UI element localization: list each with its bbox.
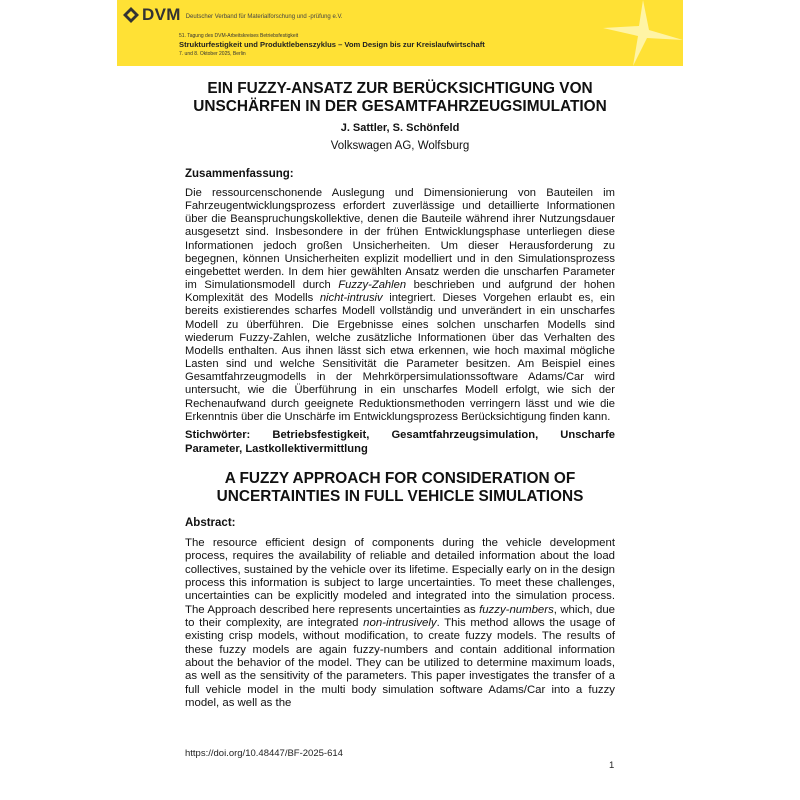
abstract-heading: Abstract: <box>185 517 236 529</box>
dvm-diamond-icon <box>123 7 139 23</box>
summary-emphasis-2: nicht-intrusiv <box>319 292 383 305</box>
abstract-text-3: . This method allows the usage of existing crisp models, without modification, to create fuzzy models. The results of these fuzzy models are again fuzzy-numbers and contain additional information about the behavior of the model. They can be utilized to determine maximum loads, as well as the sensitivity of the parameters. This paper investigates the transfer of a full vehicle model in the multi body simulation software Adams/Car into a fuzzy model, as well as the <box>185 617 615 710</box>
german-title-line2: UNSCHÄRFEN IN DER GESAMTFAHRZEUGSIMULATION <box>193 98 607 115</box>
authors: J. Sattler, S. Schönfeld <box>340 122 460 134</box>
abstract-text-1: The resource efficient design of components during the vehicle development process, requires the availability of reliable and detailed information about the load collectives, sustained by the vehicle over its lifetime. Especially early on in the design process this information is subject to large uncertainties. To meet these challenges, uncertainties can be explicitly modeled and integrated into the simulation process. The Approach described here represents uncertainties as <box>185 537 615 616</box>
doi-link[interactable]: https://doi.org/10.48447/BF-2025-614 <box>185 748 343 759</box>
english-abstract <box>185 537 615 710</box>
summary-emphasis-1: Fuzzy-Zahlen <box>338 279 407 292</box>
summary-text-2: beschrieben und aufgrund der hohen Komplexität des Modells <box>185 279 615 305</box>
english-title <box>185 470 615 506</box>
english-title-line1: A FUZZY APPROACH FOR CONSIDERATION OF <box>224 470 576 487</box>
english-title-line2: UNCERTAINTIES IN FULL VEHICLE SIMULATIONS <box>216 488 584 505</box>
conference-title: Strukturfestigkeit und Produktlebenszyklus – Vom Design bis zur Kreislaufwirtschaft <box>179 40 485 49</box>
summary-text-1: Die ressourcenschonende Auslegung und Dimensionierung von Bauteilen im Fahrzeugentwicklungsprozess erfordert zuverlässige und detaillierte Informationen über die Beanspruchungskollektive, denen die Bauteile während ihrer Nutzungsdauer ausgesetzt sind. Insbesondere in der frühen Entwicklungsphase unterliegen diese Informationen jedoch großen Unsicherheiten. Um dieser Herausforderung zu begegnen, können Unsicherheiten explizit modelliert und in den Simulationsprozess eingebettet werden. In dem hier gewählten Ansatz werden die unscharfen Parameter im Simulationsmodell durch <box>185 187 615 292</box>
star-burst-graphic <box>543 0 683 66</box>
page-number: 1 <box>609 760 615 771</box>
summary-text-3: integriert. Dieses Vorgehen erlaubt es, ein bereits existierendes scharfes Modell vollständig und unverändert in ein unscharfes Modell zu überführen. Die Ergebnisse eines solchen unscharfen Modells sind wiederum Fuzzy-Zahlen, welche zusätzliche Informationen über das Verhalten des Modells enthalten. Aus ihnen lässt sich etwa erkennen, wie hoch maximal mögliche Lasten sind und welche Sensitivität die Parameter besitzen. Am Beispiel eines Gesamtfahrzeugmodells in der Mehrkörpersimulationssoftware Adams/Car wird untersucht, wie die Überführung in ein unscharfes Modell erfolgt, wie sich der Rechenaufwand durch geeignete Reduktionsmethoden verringern lässt und wie die Erkenntnis über die Unschärfe im Entwicklungsprozess Berücksichtigung finden kann. <box>185 292 615 423</box>
org-name: Deutscher Verband für Materialforschung und -prüfung e.V. <box>185 13 343 20</box>
logo-text: DVM <box>142 5 181 24</box>
affiliation: Volkswagen AG, Wolfsburg <box>330 140 470 152</box>
keywords: Stichwörter: Betriebsfestigkeit, Gesamtfahrzeugsimulation, Unscharfe Parameter, Lastkollektivermittlung <box>185 429 615 455</box>
german-title-line1: EIN FUZZY-ANSATZ ZUR BERÜCKSICHTIGUNG VON <box>207 80 593 97</box>
dvm-logo <box>123 5 343 25</box>
summary-heading: Zusammenfassung: <box>185 168 294 180</box>
conference-line: 51. Tagung des DVM-Arbeitskreises Betriebsfestigkeit <box>179 33 299 39</box>
abstract-emphasis-2: non-intrusively <box>363 617 437 630</box>
conference-date: 7. und 8. Oktober 2025, Berlin <box>179 51 246 57</box>
abstract-text-2: , which, due to their complexity, are integrated <box>185 603 615 630</box>
german-summary <box>185 187 615 424</box>
german-title <box>185 80 615 116</box>
conference-banner <box>117 0 683 66</box>
abstract-emphasis-1: fuzzy-numbers <box>479 603 554 616</box>
